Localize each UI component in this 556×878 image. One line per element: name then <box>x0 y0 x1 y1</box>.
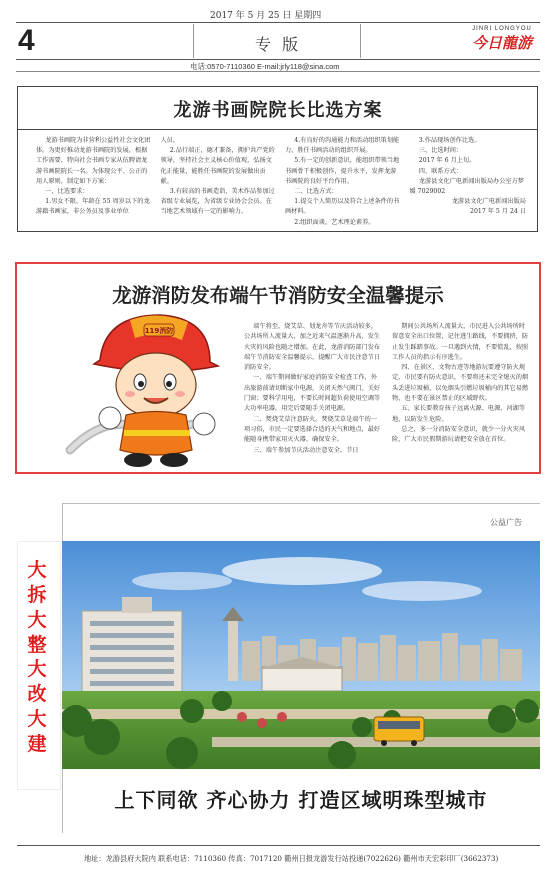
logo-english: JINRI LONGYOU <box>472 26 532 32</box>
contact-line: 电话:0570-7110360 E-mail:jrly118@sina.com <box>190 62 340 71</box>
paragraph: 4.有良好的沟通能力和活动组织策划能力，胜任书画活动的组织开展。 <box>285 137 400 155</box>
article-calligraphy-body <box>36 136 526 228</box>
article-column <box>392 322 530 456</box>
paragraph: 一、比选要求： <box>45 188 89 196</box>
slogan-top: 大拆大整 <box>27 559 47 656</box>
article-column <box>285 136 402 228</box>
paragraph: 2017 年 6 月上旬。 <box>418 157 476 165</box>
article-column <box>36 136 153 228</box>
paragraph: 二、焚烧艾草注意防火。焚烧艾草是端午的一项习俗，市民一定要选择合适的天气和地点，最好能随身携带家用灭火器，确保安全。 <box>244 415 381 444</box>
paragraph: 总之，多一分消防安全意识，就少一分火灾风险，广大市民假期游玩请把安全放在首位。 <box>392 425 526 444</box>
article-column <box>410 136 527 228</box>
header-rule <box>16 59 540 60</box>
paragraph: 一、端午期间做好家庭消防安全检查工作，外出旅游前请切断家中电源，关闭天然气阀门、关好门窗；要科学用电，不要长时间超负荷使用空调等大功率电器，用完后要随手关闭电源。 <box>244 374 381 413</box>
section-title: 专 版 <box>255 35 302 54</box>
footer-rule <box>17 845 540 846</box>
paragraph: 1.提交个人简历以及符合上述条件的书画材料。 <box>285 198 400 216</box>
article-column <box>244 322 382 456</box>
header-rule <box>16 71 540 72</box>
paragraph: 人员。 <box>160 137 180 144</box>
signature-org: 龙游县文化广电新闻出版局 <box>451 198 526 206</box>
paragraph: 2.组织面谈，艺术理论素养。 <box>294 218 375 226</box>
city-panorama-photo <box>62 541 540 769</box>
article-fire-safety-title: 龙游消防发布端午节消防安全温馨提示 <box>112 284 444 307</box>
paragraph: 端午将至，烧艾草、划龙舟等节庆活动较多，公共场所人流量大，加之近来气温逐渐升高，发生火灾的风险也随之增加。在此，龙游消防部门发布端午节消防安全温馨提示，提醒广大市民注意节日消防安全。 <box>244 323 381 372</box>
paragraph: 期间公共场所人流量大，市民进入公共场所时留意安全出口位置，记住逃生路线，不要拥挤，防止发生踩踏事故。一旦遇到火情，不要慌乱，按照工作人员的指示有序逃生。 <box>392 323 529 361</box>
paragraph: 2.品行端正，德才兼备，拥护共产党的领导，坚持社会主义核心价值观，弘扬文化正能量，能胜任书画院的发展做出贡献。 <box>160 147 275 185</box>
article-calligraphy-title: 龙游书画院院长比选方案 <box>173 100 383 121</box>
article-fire-safety-body <box>244 322 530 456</box>
paragraph: 5.有一定的创新意识，能组织带领当地书画骨干积极创作，提升水平，发挥龙游书画院的良好平台作用。 <box>285 157 400 185</box>
footer-info: 地址：龙游县府大院内 联系电话：7110360 传真：7017120 衢州日报龙游发行站投递(7022626) 衢州市天宏彩印厂(3662373) <box>84 854 499 863</box>
paragraph: 五、家长要教育孩子远离火源、电源、河湖等地，以防发生危险。 <box>392 405 526 423</box>
ad-top-rule <box>62 503 540 504</box>
paragraph: 四、联系方式： <box>418 167 463 175</box>
article-title-rule <box>17 129 538 130</box>
header-divider <box>193 24 194 58</box>
paragraph: 三、比选时间： <box>418 147 463 155</box>
header-divider <box>360 24 361 58</box>
paragraph: 龙游县文化广电新闻出版局办公室方梦媛 7029002 <box>409 177 524 196</box>
ad-caption: 上下同欲 齐心协力 打造区域明珠型城市 <box>114 788 488 812</box>
paragraph: 龙游书画院为非营利公益性社会文化团体。为更好推动龙游书画院的发展，根据工作需要，特向社会书画专家从伍聘请龙游书画院院长一名。为体现公平、公正的用人原则，制定如下方案： <box>36 137 151 185</box>
issue-date: 2017 年 5 月 25 日 星期四 <box>210 11 322 21</box>
newspaper-logo <box>462 26 542 53</box>
paragraph: 三、端午参加节庆活动注意安全。节日 <box>253 446 359 454</box>
page-number: 4 <box>18 24 35 57</box>
ad-label: 公益广告 <box>490 518 522 527</box>
paragraph: 四、在景区、文物古迹等地游玩要遵守防火规定，市民要有防火意识，不要将还未完全熄灭的烟头丢进垃圾桶，以免烟头引燃垃圾桶内的其它易燃物，也不要在景区禁止的区域野炊。 <box>392 364 529 403</box>
firefighter-mascot-illustration <box>60 300 240 470</box>
paragraph: 1.男女不限，年龄在 55 周岁以下的龙游籍书画家，非公务员及事业单位 <box>36 198 150 216</box>
mascot-badge-text: 119消防 <box>144 327 174 335</box>
paragraph: 二、比选方式： <box>294 188 338 196</box>
paragraph: 3.有较高的书画造诣，美术作品参加过省级专业展览，为省级专业协会会员。在当地艺术领域有一定的影响力。 <box>160 188 275 216</box>
slogan-bottom: 大改大建 <box>27 658 47 755</box>
logo-chinese: 今日龍游 <box>471 34 532 52</box>
article-column <box>161 136 278 228</box>
paragraph: 3.作品现场创作比选。 <box>418 137 481 144</box>
header-top-rule <box>16 22 540 23</box>
signature-date: 2017 年 5 月 24 日 <box>470 208 526 216</box>
